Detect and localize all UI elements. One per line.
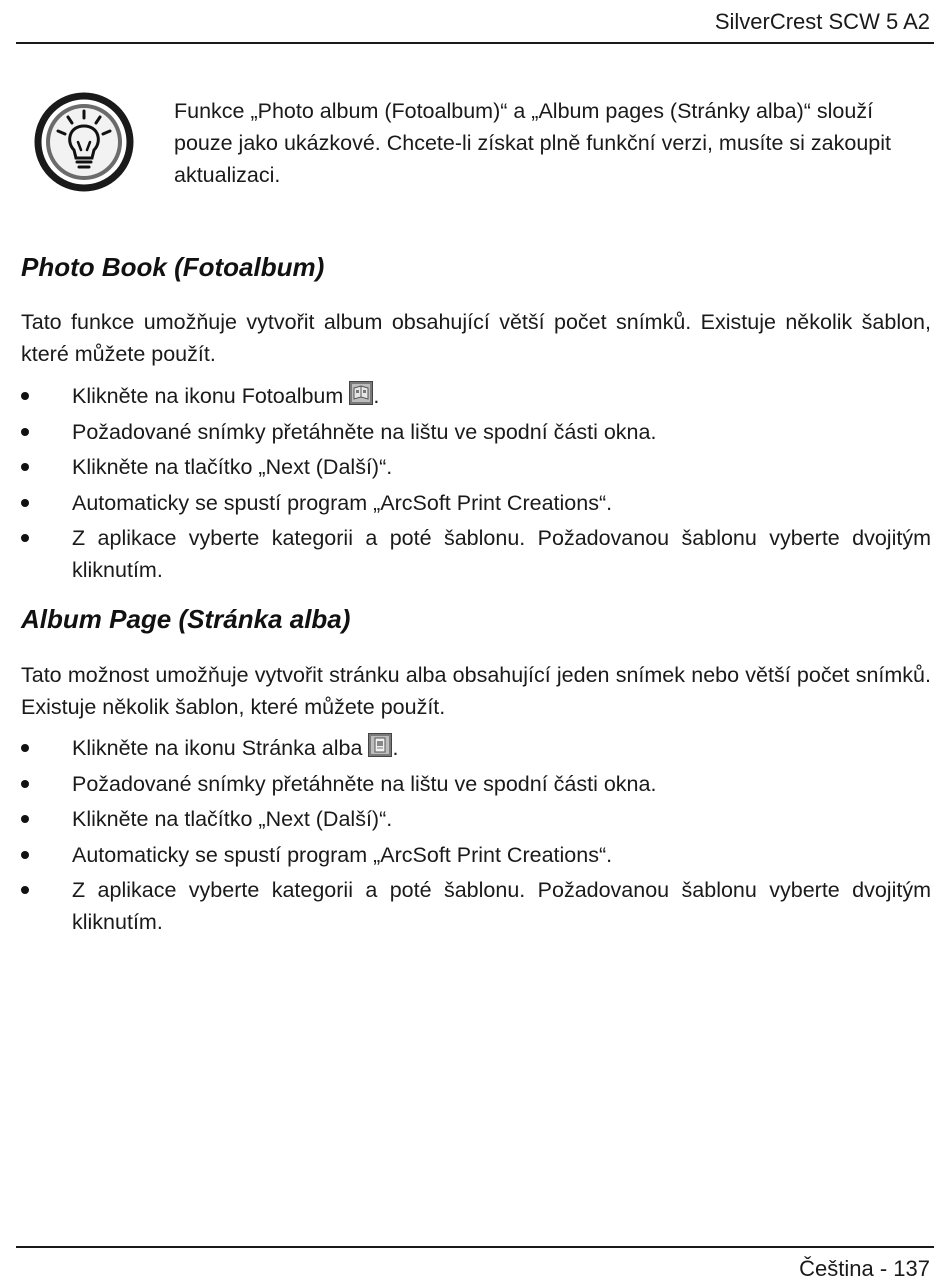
album-page-icon xyxy=(368,733,392,757)
list-item-text: Klikněte na tlačítko „Next (Další)“. xyxy=(72,455,393,479)
bullet-icon xyxy=(21,428,29,436)
list-item xyxy=(0,522,931,586)
section-heading-photo-book: Photo Book (Fotoalbum) xyxy=(21,252,325,282)
page-number: Čeština - 137 xyxy=(799,1256,930,1281)
period-text: . xyxy=(392,736,399,760)
page-header xyxy=(16,0,934,44)
list-item xyxy=(0,732,931,764)
list-item xyxy=(0,487,931,519)
list-item-text: Klikněte na ikonu Stránka alba xyxy=(72,736,363,760)
list-item-text: Automaticky se spustí program „ArcSoft Print Creations“. xyxy=(72,490,613,515)
tip-text: Funkce „Photo album (Fotoalbum)“ a „Album pages (Stránky alba)“ slouží pouze jako ukázkové. Chcete-li získat plně funkční verzi, musíte si zakoupit aktualizaci. xyxy=(174,99,892,187)
section-paragraph-album-page: Tato možnost umožňuje vytvořit stránku alba obsahující jeden snímek nebo větší počet snímků. Existuje několik šablon, které můžete použít. xyxy=(21,663,931,719)
bullet-list-photo-book xyxy=(0,380,950,590)
bullet-icon xyxy=(21,499,29,507)
bullet-icon xyxy=(21,534,29,542)
bullet-icon xyxy=(21,744,29,752)
bullet-list-album-page xyxy=(0,732,950,942)
section-heading-album-page: Album Page (Stránka alba) xyxy=(21,604,351,634)
list-item xyxy=(0,380,931,412)
page-footer xyxy=(16,1246,934,1281)
bullet-icon xyxy=(21,463,29,471)
list-item-text: Klikněte na tlačítko „Next (Další)“. xyxy=(72,807,393,831)
bullet-icon xyxy=(21,815,29,823)
list-item-text: Požadované snímky přetáhněte na lištu ve spodní části okna. xyxy=(72,771,657,796)
list-item-text: Klikněte na ikonu Fotoalbum xyxy=(72,384,344,408)
lightbulb-icon xyxy=(34,92,134,192)
section-paragraph-photo-book: Tato funkce umožňuje vytvořit album obsahující větší počet snímků. Existuje několik šablon, které můžete použít. xyxy=(21,310,931,366)
list-item-text: Z aplikace vyberte kategorii a poté šablonu. Požadovanou šablonu vyberte dvojitým kliknutím. xyxy=(72,878,931,934)
bullet-icon xyxy=(21,392,29,400)
list-item xyxy=(0,416,931,448)
list-item-text: Z aplikace vyberte kategorii a poté šablonu. Požadovanou šablonu vyberte dvojitým kliknutím. xyxy=(72,526,931,582)
header-title: SilverCrest SCW 5 A2 xyxy=(714,9,930,34)
list-item xyxy=(0,874,931,938)
list-item xyxy=(0,839,931,871)
list-item xyxy=(0,768,931,800)
list-item xyxy=(0,451,931,483)
list-item-text: Požadované snímky přetáhněte na lištu ve spodní části okna. xyxy=(72,419,657,444)
photo-album-icon xyxy=(349,381,373,405)
list-item xyxy=(0,803,931,835)
period-text: . xyxy=(373,384,380,408)
bullet-icon xyxy=(21,780,29,788)
list-item-text: Automaticky se spustí program „ArcSoft Print Creations“. xyxy=(72,842,613,867)
bullet-icon xyxy=(21,851,29,859)
bullet-icon xyxy=(21,886,29,894)
